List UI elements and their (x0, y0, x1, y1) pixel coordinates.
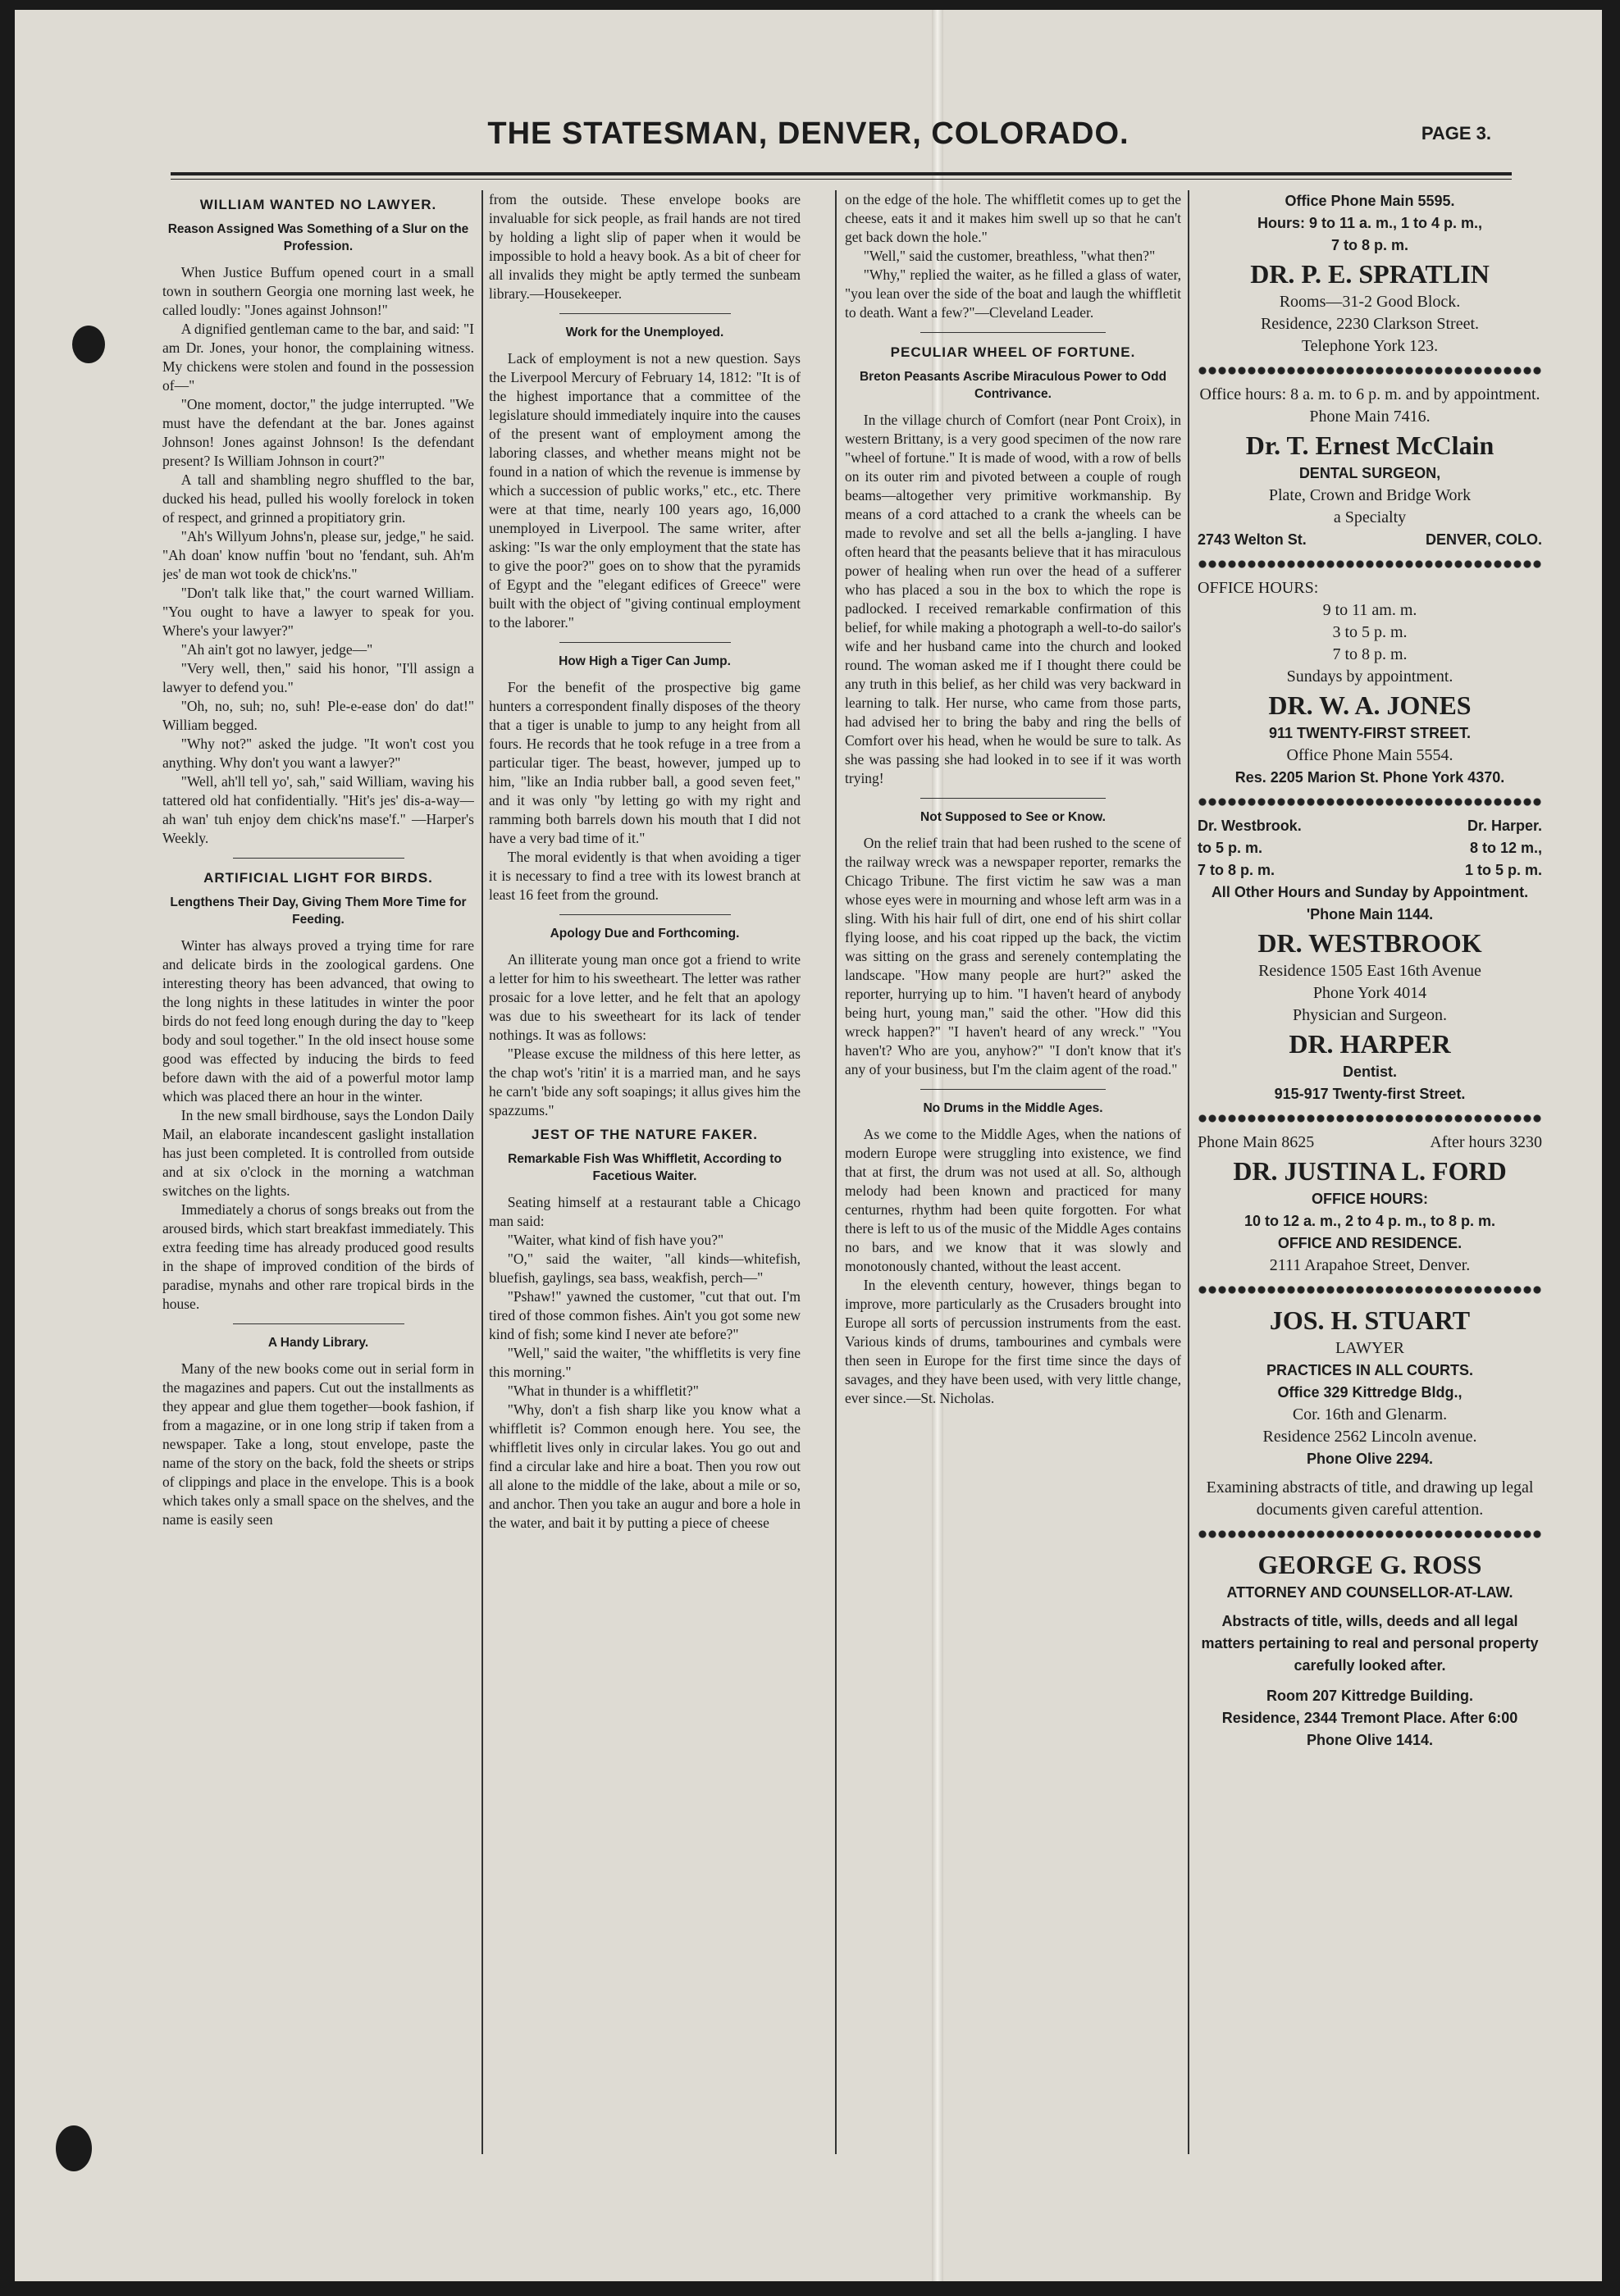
note: Abstracts of title, wills, deeds and all legal matters pertaining to real and personal property carefully looked after. (1201, 1613, 1539, 1674)
hours-line: to 5 p. m. (1198, 840, 1263, 856)
office-hours-label: OFFICE HOURS: (1312, 1191, 1428, 1207)
paragraph: "Waiter, what kind of fish have you?" (507, 1232, 724, 1248)
doctor-name: DR. W. A. JONES (1268, 690, 1472, 720)
office-hours: 10 to 12 a. m., 2 to 4 p. m., to 8 p. m. (1244, 1213, 1496, 1229)
title: LAWYER (1335, 1339, 1404, 1357)
address: 2743 Welton St. (1198, 531, 1307, 548)
office-phone: Office Phone Main 5595. (1285, 193, 1455, 209)
practice: PRACTICES IN ALL COURTS. (1266, 1362, 1473, 1378)
rooms: Rooms—31-2 Good Block. (1279, 293, 1461, 311)
address: 2111 Arapahoe Street, Denver. (1269, 1256, 1471, 1274)
article-headline: Apology Due and Forthcoming. (550, 927, 740, 941)
hours-line: Sundays by appointment. (1286, 667, 1453, 686)
residence: Residence 2562 Lincoln avenue. (1262, 1428, 1477, 1446)
article-separator (559, 313, 731, 314)
lawyer-name: JOS. H. STUART (1269, 1305, 1471, 1335)
article-body (162, 1360, 474, 1529)
paragraph: "Why, don't a fish sharp like you know what a whiffletit is? Common enough here. You see, the whiffletit lives only in circular lakes. You go out and find a circular lake and hire a boat. Then you row out all alone to the middle of the lake, about a mile or so, and anchor. Then you take an augur and bore a hole in the water, and bait it by putting a piece of cheese (489, 1401, 801, 1531)
residence: Res. 2205 Marion St. Phone York 4370. (1234, 769, 1505, 786)
title: DENTAL SURGEON, (1298, 465, 1441, 481)
article-separator (233, 858, 404, 859)
card-ford (1198, 1132, 1542, 1277)
telephone: Telephone York 123. (1301, 337, 1439, 355)
doctor-name: DR. WESTBROOK (1257, 928, 1482, 958)
column-rule (481, 190, 483, 2154)
lawyer-name: GEORGE G. ROSS (1257, 1550, 1482, 1579)
paragraph: "Why not?" asked the judge. "It won't cost you anything. Why don't you want a lawyer?" (162, 736, 474, 771)
article-headline: Not Supposed to See or Know. (920, 810, 1106, 824)
paragraph: Lack of employment is not a new question. Says the Liverpool Mercury of February 14, 1812: "It is of the highest importance that a committee of the legislature should immediately inquire into the causes of the present want of employment among the laboring classes, and whether means might not be found in a nation of which the revenue is immense by which a succession of public works," etc., etc. There were at that time, nearly 100 years ago, 16,000 unemployed in Liverpool. The same writer, after asking: "Is war the only employment that the state has to give the poor?" goes on to show that the pyramids of Egypt and the "elegant edifices of Greece" were built with the object of "giving continual employment to the laborer." (489, 350, 801, 631)
article-headline: A Handy Library. (267, 1336, 369, 1350)
residence: Residence, 2344 Tremont Place. After 6:00 Phone Olive 1414. (1221, 1710, 1518, 1748)
article-body (489, 190, 801, 303)
article-separator (920, 1089, 1106, 1090)
residence: Residence, 2230 Clarkson Street. (1260, 315, 1480, 333)
hours-line: 7 to 8 p. m. (1332, 645, 1408, 663)
card-ross (1198, 1547, 1542, 1752)
note: Examining abstracts of title, and drawing up legal documents given careful attention. (1206, 1478, 1534, 1519)
phone-line (1198, 1132, 1542, 1154)
paragraph: "Why," replied the waiter, as he filled a glass of water, "you lean over the side of the boat and laugh the whiffletit to death. Want a few?"—Cleveland Leader. (845, 266, 1181, 321)
paragraph: Seating himself at a restaurant table a Chicago man said: (489, 1194, 801, 1229)
article-headline: JEST OF THE NATURE FAKER. (532, 1127, 758, 1142)
article-body (845, 1125, 1181, 1408)
paragraph: An illiterate young man once got a friend to write a letter for him to his sweetheart. The letter was rather prosaic for a love letter, and he felt that an apology was due to his sweetheart for its lack of tender nothings. It was as follows: (489, 951, 801, 1043)
office-hours: Office hours: 8 a. m. to 6 p. m. and by appointment. (1199, 385, 1540, 403)
hours-line: 9 to 11 am. m. (1322, 601, 1417, 619)
paragraph: For the benefit of the prospective big game hunters a correspondent finally disposes of the theory that a tiger is unable to jump to any height from all fours. He records that he took refuge in a tree from a particular tiger. The beast, however, jumped up to him, "like an India rubber ball, a good seven feet," and it was only "by letting go with my right and ramming both barrels down his mouth that I did not have a very bad time of it." (489, 679, 801, 846)
article-headline: ARTIFICIAL LIGHT FOR BIRDS. (203, 870, 433, 886)
punch-hole (72, 326, 105, 363)
specialty: a Specialty (1333, 508, 1407, 526)
card-jones (1198, 577, 1542, 789)
paragraph: "Very well, then," said his honor, "I'll assign a lawyer to defend you." (162, 660, 474, 695)
article-separator (920, 798, 1106, 799)
paragraph: "One moment, doctor," the judge interrupted. "We must have the defendant at the bar. Jones against Johnson! Jones against Johnson! Is the defendant present? Is William Johnson in court?" (162, 396, 474, 469)
address: 915-917 Twenty-first Street. (1274, 1086, 1466, 1102)
paragraph: "Well," said the waiter, "the whiffletits is very fine this morning." (489, 1345, 801, 1380)
paragraph: Immediately a chorus of songs breaks out from the aroused birds, which start breakfast immediately. This extra feeding time has already produced good results in the shape of improved condition of the birds of paradise, mynahs and other rare tropical birds in the house. (162, 1201, 474, 1312)
paragraph: "Oh, no, suh; no, suh! Ple-e-ease don' do dat!" William begged. (162, 698, 474, 733)
card-separator (1198, 1529, 1542, 1539)
paragraph: on the edge of the hole. The whiffletit comes up to get the cheese, eats it and it makes him swell up so that he can't get back down the hole." (845, 191, 1181, 245)
after-hours: After hours 3230 (1430, 1133, 1542, 1151)
column-3 (845, 190, 1181, 2150)
paragraph: A dignified gentleman came to the bar, and said: "I am Dr. Jones, your honor, the complaining witness. My chickens were stolen and found in the possession of—" (162, 321, 474, 394)
article-headline: WILLIAM WANTED NO LAWYER. (199, 197, 437, 212)
paragraph: On the relief train that had been rushed to the scene of the railway wreck was a newspaper reporter, remarks the Chicago Tribune. The first victim he saw was a man whose eyes were in mourning and whose left arm was in a sling. With his hair full of dirt, one end of his shirt collar flying loose, and his coat ripped up the back, the victim was sitting on the grass and serenely contemplating the landscape. "How many people are hurt?" asked the reporter, hurrying up to him. "I haven't heard of anybody being hurt, young man," said the other. "How did this wreck happen?" "I haven't heard of any wreck." "You haven't? Who are you, anyhow?" "I don't know that it's any of your business, but I'm the claim agent of the road." (845, 835, 1181, 1077)
paragraph: "Well, ah'll tell yo', sah," said William, waving his tattered old hat confidentially. "Hit's jes' dis-a-way—ah wan' tuh enjoy dem chick'ns mase'f." —Harper's Weekly. (162, 773, 474, 846)
other-hours: All Other Hours and Sunday by Appointment. (1211, 884, 1529, 900)
hours-line: 7 to 8 p. m. (1198, 862, 1275, 878)
column-1 (162, 190, 474, 2150)
city: DENVER, COLO. (1425, 531, 1542, 548)
doctor-name: DR. HARPER (1289, 1029, 1451, 1059)
office: Office 329 Kittredge Bldg., (1277, 1384, 1463, 1401)
paragraph: "Ah ain't got no lawyer, jedge—" (180, 641, 373, 658)
card-mcclain (1198, 384, 1542, 551)
article-headline: PECULIAR WHEEL OF FORTUNE. (890, 344, 1136, 360)
paragraph: "Please excuse the mildness of this here letter, as the chap wot's 'ritin' it is a married man, and he says he carn't 'bide any soft soapings; it allus gives him the spazzums." (489, 1046, 801, 1118)
room: Room 207 Kittredge Building. (1266, 1688, 1474, 1704)
article-body (845, 411, 1181, 788)
paragraph: from the outside. These envelope books are invaluable for sick people, as frail hands are not tired by holding a light slip of paper when it would be impossible to hold a heavy book. As a bit of cheer for all invalids they might be aptly termed the sunbeam library.—Housekeeper. (489, 191, 801, 302)
article-headline: How High a Tiger Can Jump. (559, 654, 731, 668)
doctor-name: Dr. Westbrook. (1198, 818, 1302, 834)
header-rule-thin (171, 179, 1512, 180)
article-body (162, 936, 474, 1314)
doctor-name: DR. JUSTINA L. FORD (1233, 1156, 1507, 1186)
paragraph: In the village church of Comfort (near Pont Croix), in western Brittany, is a very good specimen of the now rare "wheel of fortune." It is made of wood, with a row of bells on its outer rim and pivoted between a couple of rough beams—altogether very primitive workmanship. By means of a cord attached to a crank the wheels can be made to revolve and set all the bells a-jangling. I have often heard that the peasants believe that it has miraculous power of healing when run over the head of a sufferer who has placed a sou in the box to which the rope is padlocked. I received remarkable confirmation of this belief, for while making a photograph a well-to-do sailor's wife and her husband came into the church and looked round. The woman asked me if I thought there could be any truth in this belief, as her child was very backward in learning to talk. Her nurse, who came from those parts, had advised her to bring the baby and ring the bells of Comfort over his head, when he would be sure to talk. As she was passing she had looked in to see if it was worth trying! (845, 412, 1181, 786)
card-separator (1198, 366, 1542, 376)
phone: 'Phone Main 1144. (1306, 906, 1434, 922)
work: Plate, Crown and Bridge Work (1268, 486, 1472, 504)
article-body (489, 1193, 801, 1533)
newspaper-page (15, 10, 1602, 2281)
office-hours: Hours: 9 to 11 a. m., 1 to 4 p. m., (1257, 215, 1483, 231)
column-2 (489, 190, 801, 2150)
column-rule (835, 190, 837, 2154)
article-subhead: Remarkable Fish Was Whiffletit, According to Facetious Waiter. (508, 1152, 782, 1183)
card-separator (1198, 1114, 1542, 1123)
article-body (489, 950, 801, 1120)
article-separator (559, 914, 731, 915)
hours-line: 3 to 5 p. m. (1332, 623, 1408, 641)
paragraph: "O," said the waiter, "all kinds—whitefish, bluefish, gaylings, sea bass, weakfish, perch—" (489, 1250, 801, 1286)
masthead (15, 108, 1602, 166)
westbrook-hours (1198, 815, 1302, 882)
paragraph: A tall and shambling negro shuffled to the bar, ducked his head, pulled his woolly forelock in token of respect, and grinned a propitiatory grin. (162, 472, 474, 526)
paragraph: In the new small birdhouse, says the London Daily Mail, an elaborate incandescent gaslight installation has just been completed. It is controlled from outside and at six o'clock in the morning a watchman switches on the lights. (162, 1107, 474, 1199)
column-4-directory (1198, 190, 1542, 2150)
article-body (489, 678, 801, 904)
paragraph: "Well," said the customer, breathless, "what then?" (863, 248, 1156, 264)
doctor-name: DR. P. E. SPRATLIN (1250, 259, 1490, 289)
title: ATTORNEY AND COUNSELLOR-AT-LAW. (1226, 1584, 1513, 1601)
article-separator (920, 332, 1106, 333)
title: Physician and Surgeon. (1293, 1006, 1447, 1024)
article-body (845, 190, 1181, 322)
article-headline: No Drums in the Middle Ages. (923, 1101, 1103, 1115)
card-separator (1198, 1285, 1542, 1295)
card-spratlin (1198, 190, 1542, 358)
address-line (1198, 529, 1542, 551)
paragraph: Winter has always proved a trying time for rare and delicate birds in the zoological gardens. One interesting theory has been advanced, that owing to the long nights in these latitudes in winter the poor birds do not feed long enough during the day to "keep body and soul together." In the old insect house some good was effected by inducing the birds to feed before dawn with the aid of a powerful motor lamp which was placed there an hour in the winter. (162, 937, 474, 1105)
article-subhead: Reason Assigned Was Something of a Slur on the Profession. (167, 222, 469, 253)
punch-hole (56, 2125, 92, 2171)
doctor-name: Dr. T. Ernest McClain (1245, 430, 1495, 460)
street: 911 TWENTY-FIRST STREET. (1268, 725, 1472, 741)
paragraph: "Pshaw!" yawned the customer, "cut that out. I'm tired of those common fishes. Ain't you got some new kind of fish; some kind I never ate before?" (489, 1288, 801, 1342)
office-phone: Office Phone Main 5554. (1286, 746, 1453, 764)
article-body (162, 263, 474, 848)
title: Dentist. (1342, 1064, 1397, 1080)
article-subhead: Breton Peasants Ascribe Miraculous Power to Odd Contrivance. (859, 370, 1167, 401)
newspaper-title: THE STATESMAN, DENVER, COLORADO. (487, 116, 1129, 151)
header-rule (171, 172, 1512, 175)
paragraph: As we come to the Middle Ages, when the nations of modern Europe were struggling into existence, we find that at first, the drum was not used at all. So, although melody had been known and practiced for many centurnes, rhythm had been quite forgotten. For what there is left to us of the music of the Middle Ages contains no bars, and we know that it was slowly and monotonously chanted, without the least accent. (845, 1126, 1181, 1274)
page-number: PAGE 3. (1421, 123, 1491, 144)
paragraph: "Don't talk like that," the court warned William. "You ought to have a lawyer to speak for you. Where's your lawyer?" (162, 585, 474, 639)
corner: Cor. 16th and Glenarm. (1292, 1405, 1448, 1424)
card-separator (1198, 797, 1542, 807)
doctor-name: Dr. Harper. (1467, 818, 1542, 834)
phone: Phone Olive 2294. (1306, 1451, 1434, 1467)
paragraph: Many of the new books come out in serial form in the magazines and papers. Cut out the installments as they appear and glue them together—book fashion, if from a magazine, or in one long strip if taken from a newspaper. Take a long, stout envelope, paste the name of the story on the back, fold the sheets or strips of clippings and place in the envelope. This is a book which takes only a small space on the shelves, and the name is easily seen (162, 1360, 474, 1528)
article-separator (559, 642, 731, 643)
paragraph: The moral evidently is that when avoiding a tiger it is necessary to find a tree with its lowest branch at least 16 feet from the ground. (489, 849, 801, 903)
paragraph: "Ah's Willyum Johns'n, please sur, jedge," he said. "Ah doan' know nuffin 'bout no 'fendant, suh. Ah'm jes' de man wot took de chick'ns." (162, 528, 474, 582)
paragraph: "What in thunder is a whiffletit?" (507, 1383, 699, 1399)
column-rule (1188, 190, 1189, 2154)
harper-hours (1465, 815, 1542, 882)
phone: Phone Main 7416. (1309, 408, 1431, 426)
paragraph: When Justice Buffum opened court in a small town in southern Georgia one morning last week, he called loudly: "Jones against Johnson!" (162, 264, 474, 318)
phone: Phone Main 8625 (1198, 1133, 1315, 1151)
paragraph: In the eleventh century, however, things began to improve, more particularly as the Crusaders brought into Europe all sorts of percussion instruments from the east. Various kinds of drums, tambourines and cymbals were then seen in Europe for the first time since the days of savages, and they have been used, with very little change, ever since.—St. Nicholas. (845, 1277, 1181, 1406)
article-headline: Work for the Unemployed. (565, 326, 724, 339)
office: OFFICE AND RESIDENCE. (1277, 1235, 1463, 1251)
hours-grid (1198, 815, 1542, 882)
phone: Phone York 4014 (1312, 984, 1427, 1002)
article-separator (233, 1323, 404, 1324)
hours-line: 8 to 12 m., (1469, 840, 1542, 856)
card-separator (1198, 559, 1542, 569)
hours-line: 1 to 5 p. m. (1464, 862, 1542, 878)
article-body (845, 834, 1181, 1079)
article-body (489, 349, 801, 632)
card-westbrook-harper (1198, 815, 1542, 1105)
residence: Residence 1505 East 16th Avenue (1258, 962, 1481, 980)
office-hours-label: OFFICE HOURS: (1198, 579, 1319, 597)
article-subhead: Lengthens Their Day, Giving Them More Time for Feeding. (170, 895, 467, 927)
office-hours: 7 to 8 p. m. (1330, 237, 1409, 253)
card-stuart (1198, 1303, 1542, 1521)
